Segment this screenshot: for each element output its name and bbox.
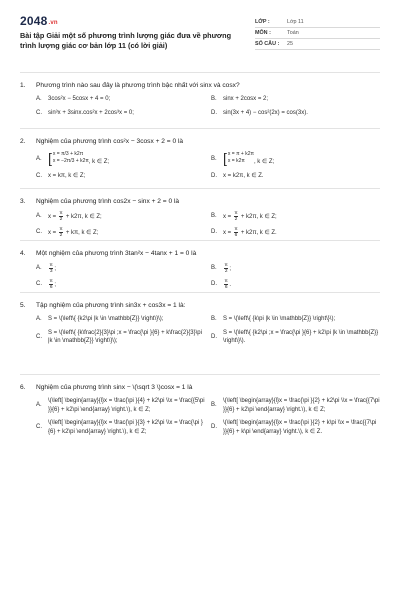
option-text: \(\left[ \begin{array}{l}x = \frac{\pi }{3} + k2\pi \\x = \frac{\pi }{6} + k2\pi \end{array} \right.\), k ∈ Z; xyxy=(48,420,203,435)
option-letter: A. xyxy=(36,265,42,272)
option-text: sin³x + 3sinx.cos²x + 2cos³x = 0; xyxy=(48,109,134,116)
answer-option[interactable] xyxy=(36,151,205,167)
option-text: \(\left[ \begin{array}{l}x = \frac{\pi }{2} + k2\pi \\x = \frac{{7\pi }}{6} + k2\pi \end{array} \right.\), k ∈ Z; xyxy=(223,398,380,413)
option-text xyxy=(223,151,274,167)
option-letter: A. xyxy=(36,213,42,220)
option-text: S = \(\left\{ {k\frac{2}{3}\pi ;x = \frac{\pi }{6} + k\frac{2}{3}\pi |k \in \mathbb{Z}} \right\}\); xyxy=(48,329,202,345)
meta-table xyxy=(255,17,380,50)
meta-row-count xyxy=(255,39,380,50)
answer-option[interactable] xyxy=(36,172,205,181)
option-letter: B. xyxy=(211,316,217,322)
system-rows xyxy=(228,151,254,165)
fraction-denominator: 6 xyxy=(224,285,228,290)
question-list xyxy=(20,72,380,464)
option-suffix: ; xyxy=(54,282,56,289)
system-row: x = k2π xyxy=(227,158,245,164)
option-text: \(\left[ \begin{array}{l}x = \frac{\pi }{2} + k\pi \\x = \frac{{7\pi }}{6} + k\pi \end{array} \right.\), k ∈ Z. xyxy=(223,420,377,435)
option-text xyxy=(48,263,56,274)
fraction-numerator: π xyxy=(59,211,63,216)
answer-option[interactable] xyxy=(36,211,205,222)
option-text xyxy=(48,151,109,167)
question-number: 6. xyxy=(20,384,26,391)
option-text xyxy=(223,263,231,274)
answer-option[interactable] xyxy=(211,211,380,222)
fraction xyxy=(49,279,53,290)
option-suffix: + k2π, k ∈ Z; xyxy=(64,214,102,221)
option-letter: C. xyxy=(36,281,42,288)
option-letter: A. xyxy=(36,96,42,102)
fraction-numerator: π xyxy=(224,263,228,268)
fraction-numerator: π xyxy=(234,211,238,216)
system-rows xyxy=(53,151,89,165)
question-text xyxy=(20,384,380,391)
fraction xyxy=(234,227,238,238)
question-number: 5. xyxy=(20,302,26,309)
option-letter: B. xyxy=(211,402,217,409)
option-text xyxy=(223,279,231,290)
logo-suffix: .vn xyxy=(48,20,58,26)
meta-row-class xyxy=(255,17,380,28)
option-letter: B. xyxy=(211,265,217,272)
option-suffix: . xyxy=(229,282,231,289)
question-block xyxy=(20,374,380,464)
option-letter: D. xyxy=(211,229,217,236)
option-letter: B. xyxy=(211,96,217,102)
fraction-numerator: π xyxy=(224,279,228,284)
fraction xyxy=(224,279,228,290)
question-text xyxy=(20,198,380,205)
answer-option[interactable] xyxy=(211,263,380,274)
option-letter: D. xyxy=(211,172,217,179)
option-text: x = k2π, k ∈ Z. xyxy=(223,172,264,179)
header-left xyxy=(20,14,245,51)
option-prefix: x = xyxy=(223,214,233,221)
option-suffix: ; xyxy=(54,266,56,273)
option-text: sinx + 2cosx = 2; xyxy=(223,96,269,102)
question-text xyxy=(20,250,380,257)
fraction xyxy=(59,227,63,238)
meta-value: Lớp 11 xyxy=(287,19,304,25)
option-prefix: x = xyxy=(48,230,58,237)
option-letter: B. xyxy=(211,155,217,162)
fraction-denominator: 6 xyxy=(49,285,53,290)
option-text: x = kπ, k ∈ Z; xyxy=(48,172,86,179)
option-letter: A. xyxy=(36,316,42,322)
answer-option[interactable] xyxy=(36,109,205,118)
question-prompt: Nghiệm của phương trình cos²x − 3cosx + 2 = 0 là xyxy=(36,138,184,145)
document-title: Bài tập Giải một số phương trình lượng giác đưa về phương trình lượng giác cơ bản lớp 11 (có lời giải) xyxy=(20,31,232,50)
option-letter: D. xyxy=(211,424,217,431)
option-prefix: x = xyxy=(223,230,233,237)
brace-symbol: [ xyxy=(48,150,52,166)
fraction-numerator: π xyxy=(59,227,63,232)
question-block xyxy=(20,240,380,292)
fraction xyxy=(59,211,63,222)
answer-option[interactable] xyxy=(211,151,380,167)
meta-key: SỐ CÂU : xyxy=(255,41,280,47)
answer-option[interactable] xyxy=(36,263,205,274)
question-number: 3. xyxy=(20,198,26,205)
fraction-denominator: 3 xyxy=(49,269,53,274)
system-row: x = π/3 + k2π xyxy=(52,151,84,157)
option-suffix: ; xyxy=(229,266,231,273)
option-prefix: x = xyxy=(48,214,58,221)
system-row: x = −2π/3 + k2π xyxy=(52,158,89,164)
answer-option[interactable] xyxy=(211,227,380,238)
option-letter: C. xyxy=(36,333,42,340)
option-suffix: , k ∈ Z; xyxy=(88,159,110,165)
option-letter: D. xyxy=(211,333,217,340)
fraction-numerator: π xyxy=(49,263,53,268)
answer-option[interactable] xyxy=(36,329,205,346)
fraction-numerator: π xyxy=(234,227,238,232)
answer-options xyxy=(20,315,380,346)
option-text xyxy=(223,227,277,238)
option-text: S = \(\left\{ {k2\pi |k \in \mathbb{Z}} \right\}\); xyxy=(48,316,164,322)
meta-value: 25 xyxy=(287,41,293,47)
option-letter: C. xyxy=(36,172,42,179)
fraction-denominator: 6 xyxy=(234,233,238,238)
question-text xyxy=(20,302,380,309)
fraction-numerator: π xyxy=(49,279,53,284)
answer-option[interactable] xyxy=(211,419,380,436)
option-letter: C. xyxy=(36,424,42,431)
answer-option[interactable] xyxy=(211,329,380,346)
option-letter: D. xyxy=(211,109,217,116)
question-prompt: Nghiệm của phương trình cos2x − sinx + 2 = 0 là xyxy=(36,198,180,205)
system-row: x = π + k2π xyxy=(227,151,254,157)
answer-options xyxy=(20,211,380,238)
option-text: sin(3x + 4) − cos²(2x) = cos(3x). xyxy=(223,109,308,116)
option-text: S = \(\left\{ {k\pi |k \in \mathbb{Z}} \right\}\); xyxy=(223,316,336,322)
question-block xyxy=(20,128,380,188)
option-letter: A. xyxy=(36,155,42,162)
question-block xyxy=(20,292,380,374)
option-suffix: + k2π, k ∈ Z; xyxy=(239,214,277,221)
answer-option[interactable] xyxy=(36,419,205,436)
question-prompt: Nghiệm của phương trình sinx − \(\sqrt 3 \)cosx = 1 là xyxy=(36,384,193,391)
document-header xyxy=(20,14,380,72)
fraction xyxy=(49,263,53,274)
option-letter: D. xyxy=(211,281,217,288)
question-text xyxy=(20,138,380,145)
option-letter: B. xyxy=(211,213,217,220)
fraction-denominator: 2 xyxy=(59,233,63,238)
fraction xyxy=(224,263,228,274)
option-text xyxy=(48,227,98,238)
fraction-denominator: 2 xyxy=(234,217,238,222)
logo-text: 2048 xyxy=(20,14,48,28)
question-text xyxy=(20,82,380,89)
option-system xyxy=(223,151,254,165)
brace-symbol: [ xyxy=(223,150,227,166)
option-text xyxy=(223,211,277,222)
fraction-denominator: 2 xyxy=(59,217,63,222)
meta-key: LỚP : xyxy=(255,19,270,25)
answer-option[interactable] xyxy=(211,172,380,181)
option-system xyxy=(48,151,89,165)
answer-option[interactable] xyxy=(211,109,380,118)
fraction xyxy=(234,211,238,222)
question-prompt: Phương trình nào sau đây là phương trình bậc nhất với sinx và cosx? xyxy=(36,82,240,89)
question-block xyxy=(20,72,380,128)
option-text xyxy=(48,211,102,222)
question-number: 4. xyxy=(20,250,26,257)
question-prompt: Một nghiệm của phương trình 3tan²x − 4tanx + 1 = 0 là xyxy=(36,250,197,257)
answer-option[interactable] xyxy=(36,227,205,238)
question-prompt: Tập nghiệm của phương trình sin3x + cos3x = 1 là: xyxy=(36,302,186,309)
answer-options xyxy=(20,263,380,290)
option-suffix: + k2π, k ∈ Z. xyxy=(239,230,277,237)
question-block xyxy=(20,188,380,240)
answer-option[interactable] xyxy=(211,315,380,324)
meta-row-subject xyxy=(255,28,380,39)
option-letter: C. xyxy=(36,229,42,236)
question-number: 1. xyxy=(20,82,26,89)
meta-key: MÔN : xyxy=(255,30,271,36)
option-letter: A. xyxy=(36,402,42,409)
answer-option[interactable] xyxy=(36,397,205,414)
answer-option[interactable] xyxy=(36,279,205,290)
option-text: \(\left[ \begin{array}{l}x = \frac{\pi }{4} + k2\pi \\x = \frac{{5\pi }}{6} + k2\pi \end{array} \right.\), k ∈ Z; xyxy=(48,398,205,413)
option-letter: C. xyxy=(36,109,42,116)
fraction-denominator: 2 xyxy=(224,269,228,274)
answer-option[interactable] xyxy=(211,279,380,290)
answer-options xyxy=(20,95,380,117)
answer-option[interactable] xyxy=(36,95,205,104)
option-text xyxy=(48,279,56,290)
option-text: 3cos²x − 5cosx + 4 = 0; xyxy=(48,96,111,102)
answer-option[interactable] xyxy=(36,315,205,324)
answer-options xyxy=(20,397,380,436)
meta-value: Toán xyxy=(287,30,299,36)
site-logo[interactable] xyxy=(20,14,245,28)
option-text: S = \(\left\{ {k2\pi ;x = \frac{\pi }{6} + k2\pi |k \in \mathbb{Z}} \right\}\). xyxy=(223,329,379,345)
answer-option[interactable] xyxy=(211,397,380,414)
option-suffix: + kπ, k ∈ Z; xyxy=(64,230,99,237)
question-number: 2. xyxy=(20,138,26,145)
answer-options xyxy=(20,151,380,180)
answer-option[interactable] xyxy=(211,95,380,104)
option-suffix: , k ∈ Z; xyxy=(253,159,275,165)
